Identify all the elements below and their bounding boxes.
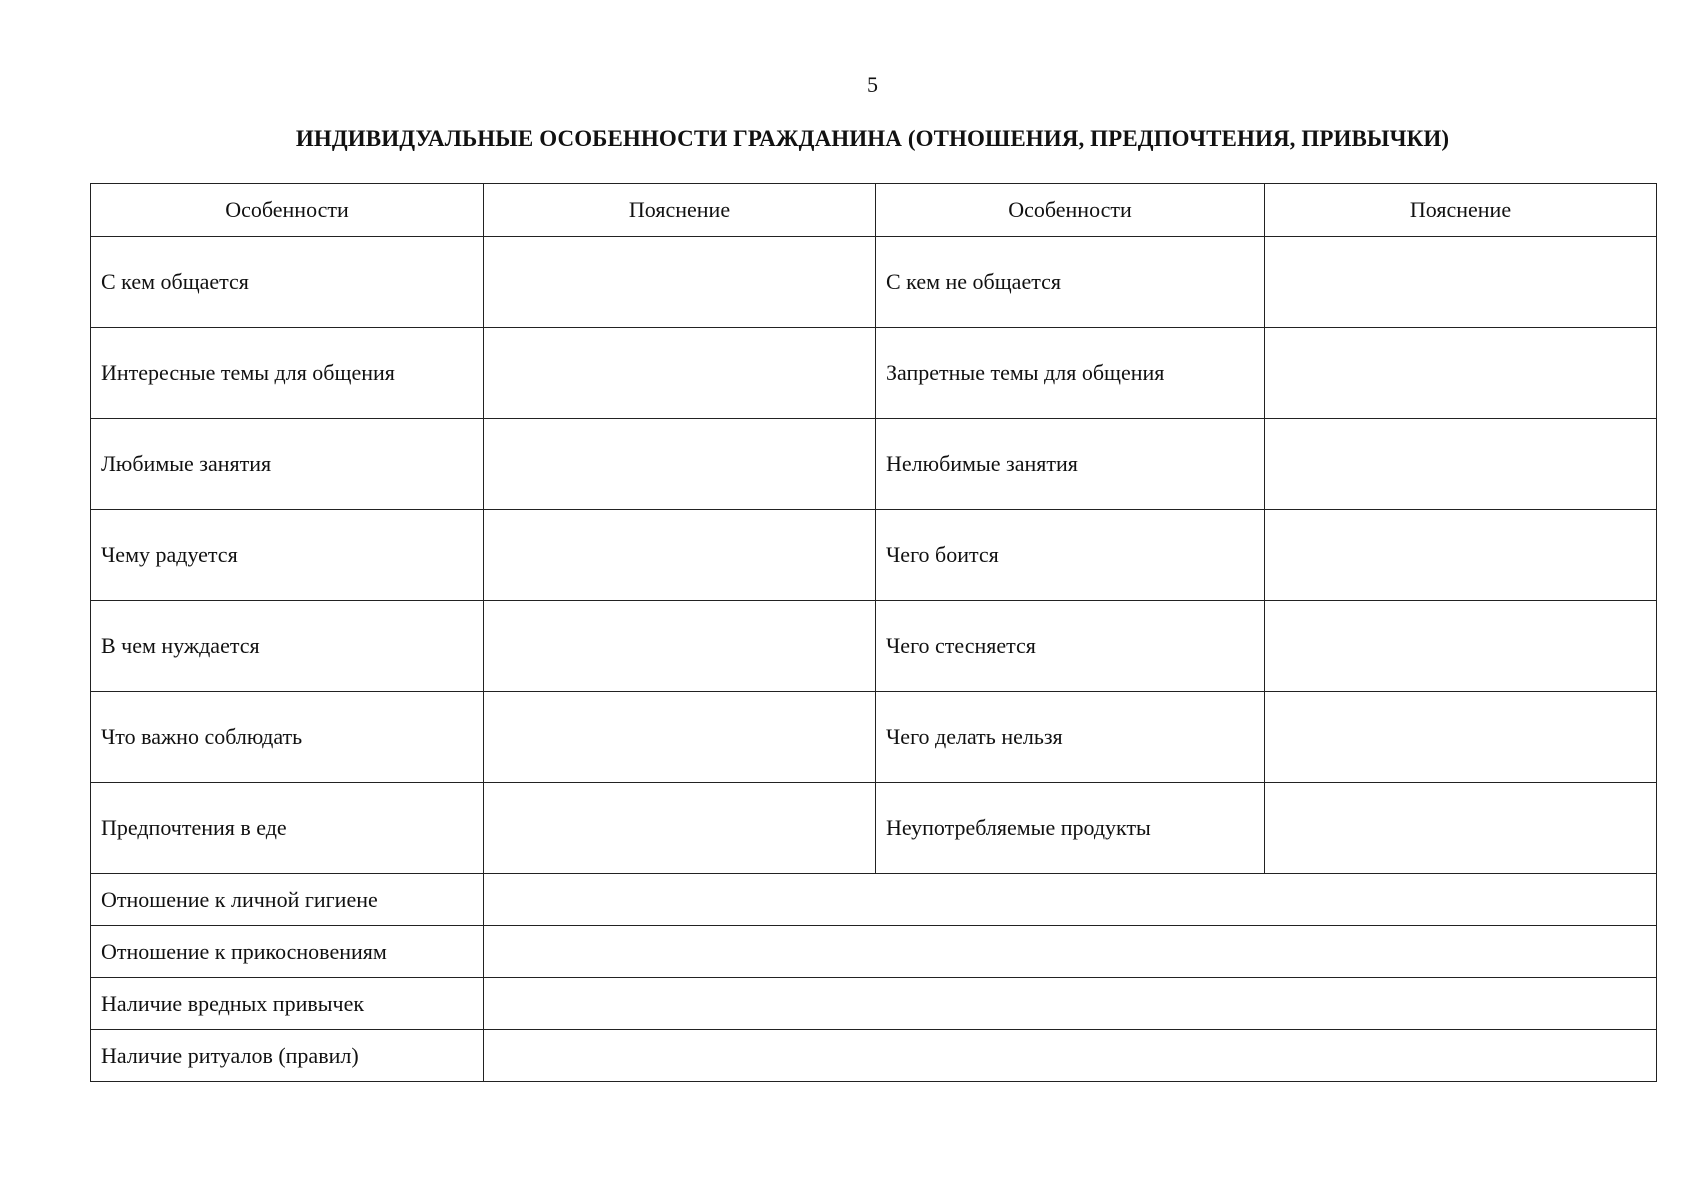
table-row xyxy=(91,926,1657,978)
explanation-cell[interactable] xyxy=(484,601,876,692)
feature-label: Что важно соблюдать xyxy=(91,692,484,783)
explanation-cell[interactable] xyxy=(484,510,876,601)
explanation-cell[interactable] xyxy=(484,1030,1657,1082)
feature-label: Интересные темы для общения xyxy=(91,328,484,419)
explanation-cell[interactable] xyxy=(484,237,876,328)
header-row xyxy=(91,184,1657,237)
feature-label: Наличие вредных привычек xyxy=(91,978,484,1030)
feature-label: Чего делать нельзя xyxy=(876,692,1265,783)
table-row xyxy=(91,978,1657,1030)
explanation-cell[interactable] xyxy=(1265,419,1657,510)
feature-label: Отношение к прикосновениям xyxy=(91,926,484,978)
explanation-cell[interactable] xyxy=(1265,601,1657,692)
explanation-cell[interactable] xyxy=(484,692,876,783)
table-row xyxy=(91,510,1657,601)
feature-label: С кем не общается xyxy=(876,237,1265,328)
explanation-cell[interactable] xyxy=(1265,692,1657,783)
table-row xyxy=(91,692,1657,783)
header-explanation-left: Пояснение xyxy=(484,184,876,237)
explanation-cell[interactable] xyxy=(484,783,876,874)
header-features-right: Особенности xyxy=(876,184,1265,237)
table-row xyxy=(91,328,1657,419)
feature-label: Неупотребляемые продукты xyxy=(876,783,1265,874)
header-explanation-right: Пояснение xyxy=(1265,184,1657,237)
feature-label: Любимые занятия xyxy=(91,419,484,510)
feature-label: Предпочтения в еде xyxy=(91,783,484,874)
explanation-cell[interactable] xyxy=(1265,237,1657,328)
explanation-cell[interactable] xyxy=(484,874,1657,926)
explanation-cell[interactable] xyxy=(1265,510,1657,601)
explanation-cell[interactable] xyxy=(484,926,1657,978)
table-row xyxy=(91,1030,1657,1082)
feature-label: Чего стесняется xyxy=(876,601,1265,692)
table-row xyxy=(91,874,1657,926)
table-row xyxy=(91,237,1657,328)
feature-label: В чем нуждается xyxy=(91,601,484,692)
feature-label: Нелюбимые занятия xyxy=(876,419,1265,510)
explanation-cell[interactable] xyxy=(484,978,1657,1030)
explanation-cell[interactable] xyxy=(1265,783,1657,874)
feature-label: Наличие ритуалов (правил) xyxy=(91,1030,484,1082)
feature-label: Запретные темы для общения xyxy=(876,328,1265,419)
feature-label: С кем общается xyxy=(91,237,484,328)
table-row xyxy=(91,783,1657,874)
document-title: ИНДИВИДУАЛЬНЫЕ ОСОБЕННОСТИ ГРАЖДАНИНА (ОТНОШЕНИЯ, ПРЕДПОЧТЕНИЯ, ПРИВЫЧКИ) xyxy=(295,126,1450,151)
explanation-cell[interactable] xyxy=(484,419,876,510)
explanation-cell[interactable] xyxy=(1265,328,1657,419)
explanation-cell[interactable] xyxy=(484,328,876,419)
table-row xyxy=(91,419,1657,510)
feature-label: Отношение к личной гигиене xyxy=(91,874,484,926)
table-row xyxy=(91,601,1657,692)
feature-label: Чего боится xyxy=(876,510,1265,601)
feature-label: Чему радуется xyxy=(91,510,484,601)
features-table xyxy=(90,183,1657,1082)
header-features-left: Особенности xyxy=(91,184,484,237)
page-number: 5 xyxy=(867,72,878,97)
